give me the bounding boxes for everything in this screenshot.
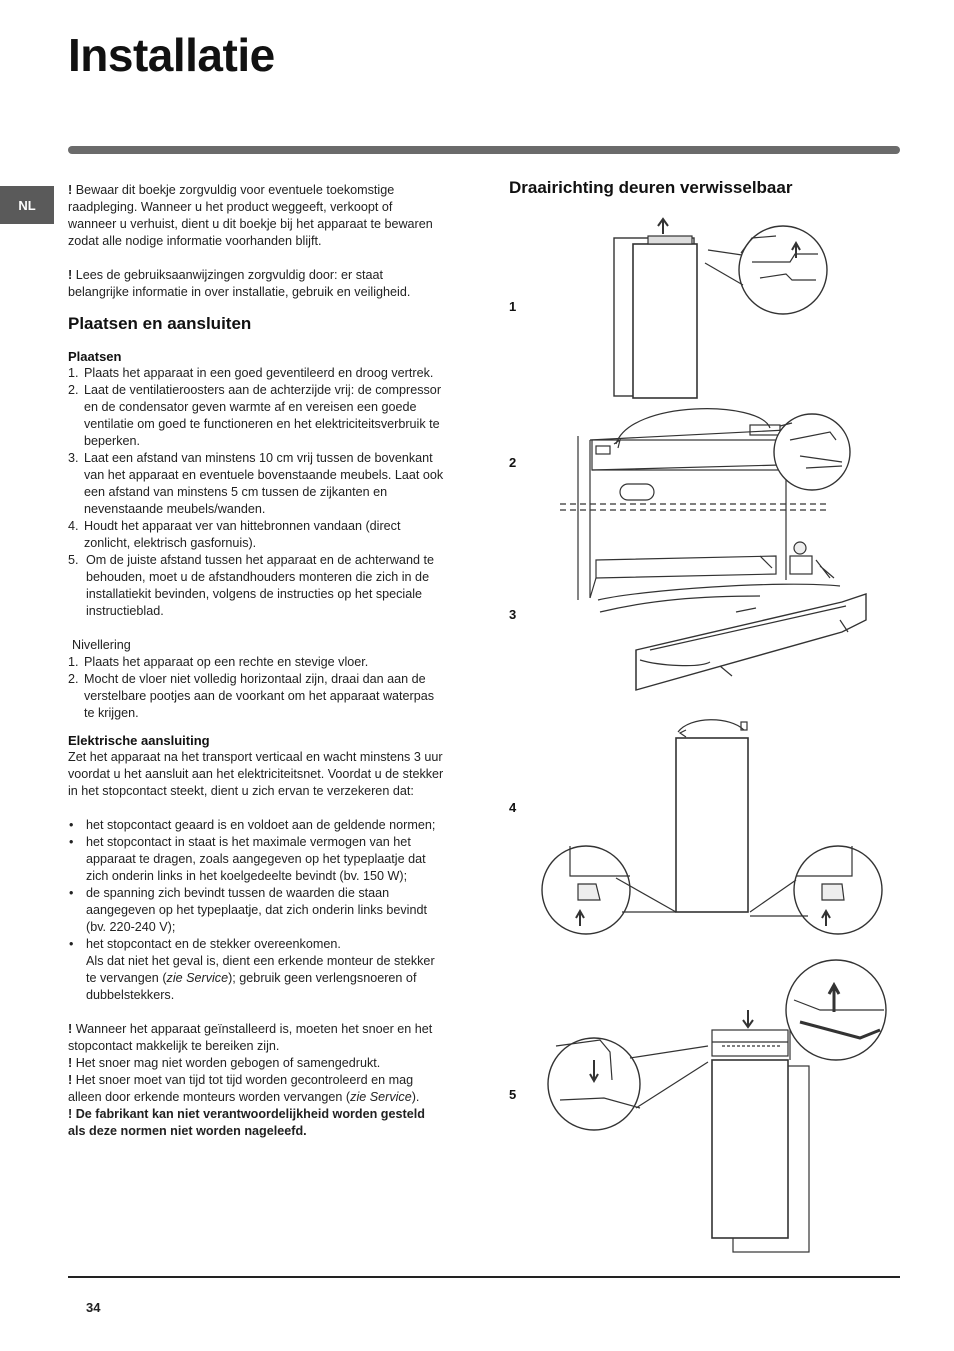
list-item: 5. Om de juiste afstand tussen het apparaat en de achterwand te behouden, moet u de afstandhouders monteren die zich in de installatiekit bevinden, volgens de instructies op het speciale instructieblad. [68, 553, 434, 618]
list-item: 1. Plaats het apparaat in een goed geventileerd en droog vertrek. [68, 366, 434, 380]
electric-intro: Zet het apparaat na het transport verticaal en wacht minstens 3 uur voordat u het aansluit aan het elektriciteitsnet. Voordat u de stekker in het stopcontact steekt, dient u zich ervan te verzekeren dat: [68, 750, 444, 798]
arrow-down-icon [743, 1010, 753, 1027]
subheading-leveling: Nivellering [72, 638, 131, 652]
intro-paragraph-1: ! Bewaar dit boekje zorgvuldig voor eventuele toekomstige raadpleging. Wanneer u het product weggeeft, verkoopt of wanneer u verhuist, dient u dit boekje bij het apparaat te bewaren zodat alle nodige informatie voorhanden blijft. [68, 183, 433, 248]
step-label-1: 1 [509, 299, 517, 314]
note-2: ! Het snoer mag niet worden gebogen of samengedrukt. [68, 1056, 381, 1070]
step-3-illustration [636, 594, 866, 690]
list-item: 1. Plaats het apparaat op een rechte en stevige vloer. [68, 655, 369, 669]
door-reversal-heading: Draairichting deuren verwisselbaar [509, 178, 793, 197]
language-tab: NL [0, 186, 54, 224]
warning-mark: ! [68, 268, 73, 282]
step-4-illustration [542, 720, 882, 934]
step-label-3: 3 [509, 607, 517, 622]
section-heading-place: Plaatsen en aansluiten [68, 314, 252, 333]
liability-warning: ! De fabrikant kan niet verantwoordelijkheid worden gesteld als deze normen niet worden nageleefd. [68, 1107, 425, 1138]
list-item: • het stopcontact in staat is het maximale vermogen van het apparaat te dragen, zoals aangegeven op het typeplaatje dat zich onderin links in het koelgedeelte bevindt (bv. 150 W); [68, 834, 444, 885]
note-3: ! Het snoer moet van tijd tot tijd worden gecontroleerd en mag alleen door erkende monteurs worden vervangen (zie Service). [68, 1073, 420, 1104]
page-number: 34 [86, 1300, 101, 1315]
step-label-4: 4 [509, 800, 517, 815]
warning-mark: ! [68, 183, 73, 197]
step-2-3-illustration [560, 409, 850, 612]
intro-paragraph-2: ! Lees de gebruiksaanwijzingen zorgvuldig door: er staat belangrijke informatie in over installatie, gebruik en veiligheid. [68, 268, 411, 299]
subheading-electric: Elektrische aansluiting [68, 733, 210, 748]
page-title: Installatie [68, 29, 275, 81]
arrow-up-icon [658, 219, 668, 234]
step-5-illustration [548, 960, 886, 1252]
list-item: 2. Mocht de vloer niet volledig horizontaal zijn, draai dan aan de verstelbare pootjes aan de voorkant om het apparaat waterpas te krijgen. [68, 672, 435, 720]
list-item: 4. Houdt het apparaat ver van hittebronnen vandaan (direct zonlicht, elektrisch gasfornuis). [68, 519, 401, 550]
subheading-place: Plaatsen [68, 349, 122, 364]
list-item: • het stopcontact geaard is en voldoet aan de geldende normen; [68, 817, 444, 834]
step-label-5: 5 [509, 1087, 517, 1102]
step-label-2: 2 [509, 455, 517, 470]
list-item: 3. Laat een afstand van minstens 10 cm vrij tussen de bovenkant van het apparaat en eventuele bovenstaande meubels. Laat ook een afstand van minstens 5 cm tussen de zijkanten en nevenstaande meubels/wanden. [68, 451, 444, 516]
list-item: 2. Laat de ventilatieroosters aan de achterzijde vrij: de compressor en de condensator geven warmte af en vereisen een goede ventilatie om goed te functioneren en het elektriciteitsverbruik te beperken. [68, 383, 442, 448]
list-item: • de spanning zich bevindt tussen de waarden die staan aangegeven op het typeplaatje, dat zich onderin links bevindt (bv. 220-240 V); [68, 885, 444, 936]
list-item: • het stopcontact en de stekker overeenkomen. Als dat niet het geval is, dient een erkende monteur de stekker te vervangen (zie Service); gebruik geen verlengsnoeren of dubbelstekkers. [68, 936, 444, 1004]
step-1-illustration [614, 219, 827, 398]
footer-rule [68, 1276, 900, 1278]
note-1: ! Wanneer het apparaat geïnstalleerd is, moeten het snoer en het stopcontact makkelijk te bereiken zijn. [68, 1022, 433, 1053]
